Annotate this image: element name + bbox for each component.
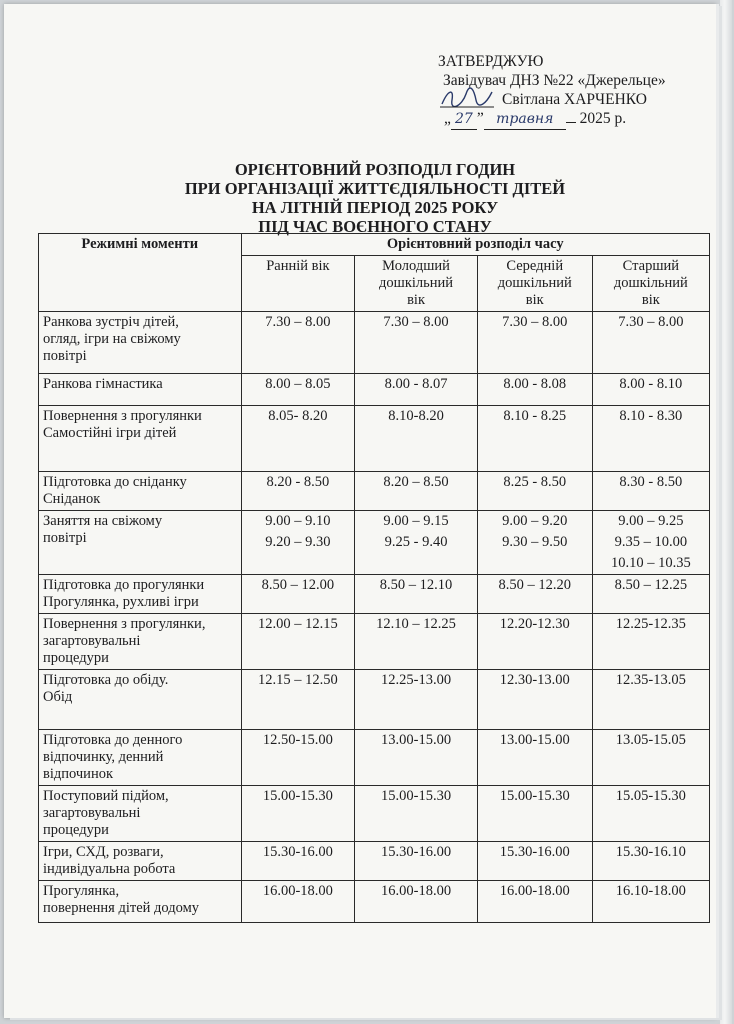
- time-cell: [592, 786, 709, 842]
- age-group-label: вік: [407, 292, 425, 308]
- regime-moment-text: Прогулянка,: [43, 883, 120, 899]
- regime-moment-text: Підготовка до денного: [43, 732, 183, 748]
- time-range: 8.30 - 8.50: [619, 474, 683, 490]
- regime-moment-text: Обід: [43, 689, 73, 705]
- regime-moment-text: Прогулянка, рухливі ігри: [43, 594, 199, 610]
- time-range: 13.00-15.00: [380, 732, 452, 748]
- regime-moment-cell: [39, 312, 242, 374]
- time-cell: [592, 670, 709, 730]
- time-range: 8.00 - 8.07: [384, 376, 448, 392]
- time-range: 8.50 – 12.00: [261, 577, 335, 593]
- time-cell: [355, 614, 478, 670]
- regime-moment-cell: [39, 670, 242, 730]
- approval-position: Завідувач ДНЗ №22 «Джерельце»: [443, 72, 666, 89]
- approval-heading: ЗАТВЕРДЖУЮ: [438, 53, 544, 70]
- time-range: 12.15 – 12.50: [257, 672, 338, 688]
- time-cell: [241, 730, 355, 786]
- table-row: [39, 374, 710, 406]
- regime-moment-text: Заняття на свіжому: [43, 513, 163, 529]
- time-cell: [477, 842, 592, 881]
- time-range: 8.20 - 8.50: [266, 474, 330, 490]
- time-cell: [355, 842, 478, 881]
- time-cell: [241, 511, 355, 575]
- time-range: 9.25 - 9.40: [384, 534, 448, 550]
- regime-moment-text: Підготовка до сніданку: [43, 474, 187, 490]
- time-range: 16.10-18.00: [615, 883, 686, 899]
- time-cell: [241, 786, 355, 842]
- time-cell: [592, 312, 709, 374]
- age-group-label: Старший: [622, 258, 680, 274]
- time-cell: [477, 786, 592, 842]
- time-cell: [355, 406, 478, 472]
- regime-moment-text: Ігри, СХД, розваги,: [43, 844, 164, 860]
- time-range: 7.30 – 8.00: [502, 314, 568, 330]
- time-range: 8.05- 8.20: [268, 408, 328, 424]
- time-cell: [592, 374, 709, 406]
- age-group-label: дошкільний: [613, 275, 688, 291]
- time-cell: [477, 374, 592, 406]
- table-row: [39, 575, 710, 614]
- regime-moment-cell: [39, 842, 242, 881]
- time-cell: [241, 472, 355, 511]
- time-range: 15.30-16.00: [499, 844, 570, 860]
- time-cell: [241, 614, 355, 670]
- time-cell: [355, 511, 478, 575]
- time-range: 12.25-12.35: [615, 616, 686, 632]
- table-row: [39, 511, 710, 575]
- time-range: 7.30 – 8.00: [618, 314, 684, 330]
- time-cell: [355, 312, 478, 374]
- time-range: 13.05-15.05: [615, 732, 686, 748]
- regime-moment-text: загартовувальні: [43, 805, 141, 821]
- time-range: 12.35-13.05: [615, 672, 686, 688]
- approval-block: [438, 52, 708, 130]
- regime-moment-cell: [39, 472, 242, 511]
- date-year: 2025 р.: [579, 110, 627, 127]
- time-range: 15.30-16.10: [615, 844, 686, 860]
- title-line-1: ОРІЄНТОВНИЙ РОЗПОДІЛ ГОДИН: [234, 160, 516, 179]
- regime-moment-cell: [39, 575, 242, 614]
- age-group-label: Ранній вік: [266, 258, 330, 274]
- time-cell: [592, 575, 709, 614]
- time-range: 8.50 – 12.25: [614, 577, 688, 593]
- age-group-label: вік: [525, 292, 544, 308]
- time-range: 12.50-15.00: [262, 732, 333, 748]
- regime-moment-cell: [39, 406, 242, 472]
- regime-moment-text: Підготовка до прогулянки: [43, 577, 205, 593]
- time-cell: [355, 786, 478, 842]
- time-cell: [477, 614, 592, 670]
- time-range: 8.10-8.20: [388, 408, 444, 424]
- regime-moment-cell: [39, 614, 242, 670]
- table-row: [39, 614, 710, 670]
- table-row: [39, 842, 710, 881]
- time-range: 15.30-16.00: [380, 844, 452, 860]
- regime-moment-text: повернення дітей додому: [43, 900, 200, 916]
- table-row: [39, 312, 710, 374]
- regime-moment-text: Самостійні ігри дітей: [43, 425, 177, 441]
- time-cell: [477, 472, 592, 511]
- table-row: [39, 786, 710, 842]
- time-range: 9.30 – 9.50: [502, 534, 568, 550]
- table-row: [39, 730, 710, 786]
- time-range: 8.00 – 8.05: [265, 376, 331, 392]
- time-cell: [592, 881, 709, 923]
- regime-moment-text: повітрі: [43, 530, 87, 546]
- title-line-4: ПІД ЧАС ВОЄННОГО СТАНУ: [258, 217, 492, 236]
- time-range: 12.00 – 12.15: [257, 616, 338, 632]
- approval-signature-line: [438, 90, 708, 109]
- time-range: 9.00 – 9.20: [502, 513, 568, 529]
- regime-moment-cell: [39, 730, 242, 786]
- age-group-label: дошкільний: [497, 275, 572, 291]
- time-cell: [241, 881, 355, 923]
- time-range: 16.00-18.00: [380, 883, 452, 899]
- time-cell: [241, 374, 355, 406]
- age-group-label: дошкільний: [379, 275, 454, 291]
- time-cell: [477, 511, 592, 575]
- time-range: 12.10 – 12.25: [376, 616, 456, 632]
- time-cell: [592, 614, 709, 670]
- document-title: [40, 160, 710, 236]
- age-group-label: вік: [641, 292, 660, 308]
- regime-moment-text: Підготовка до обіду.: [43, 672, 169, 688]
- time-cell: [355, 575, 478, 614]
- header-row: [39, 234, 710, 256]
- time-range: 8.25 - 8.50: [503, 474, 567, 490]
- regime-moment-text: огляд, ігри на свіжому: [43, 331, 181, 347]
- time-cell: [355, 472, 478, 511]
- time-cell: [592, 842, 709, 881]
- time-range: 15.05-15.30: [615, 788, 686, 804]
- time-cell: [355, 670, 478, 730]
- header-time-distribution: Орієнтовний розподіл часу: [241, 234, 710, 256]
- time-cell: [477, 575, 592, 614]
- time-cell: [241, 842, 355, 881]
- time-range: 12.20-12.30: [499, 616, 570, 632]
- time-cell: [241, 312, 355, 374]
- time-range: 15.30-16.00: [262, 844, 333, 860]
- time-cell: [241, 406, 355, 472]
- time-cell: [477, 730, 592, 786]
- table-row: [39, 472, 710, 511]
- time-range: 9.00 – 9.10: [265, 513, 331, 529]
- approver-name: Світлана ХАРЧЕНКО: [502, 91, 647, 108]
- regime-moment-cell: [39, 511, 242, 575]
- time-cell: [355, 730, 478, 786]
- time-cell: [592, 511, 709, 575]
- time-range: 9.35 – 10.00: [614, 534, 688, 550]
- time-range: 13.00-15.00: [499, 732, 570, 748]
- regime-moment-text: процедури: [43, 650, 109, 666]
- time-cell: [477, 670, 592, 730]
- table-row: [39, 670, 710, 730]
- approval-date: „ 27 ” травня 2025 р.: [438, 109, 708, 130]
- paper-stack-edge: [720, 0, 732, 1024]
- regime-moment-text: загартовувальні: [43, 633, 141, 649]
- table-row: [39, 881, 710, 923]
- handwritten-signature: [440, 86, 494, 110]
- time-range: 12.30-13.00: [499, 672, 570, 688]
- time-range: 7.30 – 8.00: [265, 314, 331, 330]
- time-range: 8.10 - 8.30: [619, 408, 683, 424]
- time-cell: [241, 575, 355, 614]
- age-group-label: Молодший: [382, 258, 450, 274]
- time-range: 9.20 – 9.30: [265, 534, 331, 550]
- time-cell: [355, 881, 478, 923]
- date-month: травня: [484, 110, 566, 130]
- schedule-table: [38, 233, 710, 923]
- table-row: [39, 406, 710, 472]
- title-line-2: ПРИ ОРГАНІЗАЦІЇ ЖИТТЄДІЯЛЬНОСТІ ДІТЕЙ: [184, 179, 566, 198]
- time-range: 16.00-18.00: [262, 883, 333, 899]
- time-cell: [477, 406, 592, 472]
- time-cell: [592, 472, 709, 511]
- time-range: 8.00 - 8.08: [503, 376, 567, 392]
- time-range: 8.20 – 8.50: [383, 474, 449, 490]
- regime-moment-cell: [39, 881, 242, 923]
- regime-moment-cell: [39, 374, 242, 406]
- age-group-header: [477, 256, 592, 312]
- time-range: 8.10 - 8.25: [503, 408, 567, 424]
- time-range: 15.00-15.30: [499, 788, 570, 804]
- time-range: 12.25-13.00: [380, 672, 452, 688]
- header-moments: Режимні моменти: [39, 234, 242, 312]
- time-range: 10.10 – 10.35: [610, 555, 691, 571]
- time-range: 15.00-15.30: [380, 788, 452, 804]
- time-cell: [355, 374, 478, 406]
- regime-moment-text: індивідуальна робота: [43, 861, 176, 877]
- time-range: 8.00 - 8.10: [619, 376, 683, 392]
- regime-moment-cell: [39, 786, 242, 842]
- time-range: 7.30 – 8.00: [383, 314, 449, 330]
- time-range: 16.00-18.00: [499, 883, 570, 899]
- age-group-label: Середній: [506, 258, 564, 274]
- regime-moment-text: Ранкова гімнастика: [43, 376, 163, 392]
- time-range: 9.00 – 9.25: [618, 513, 684, 529]
- date-day: 27: [451, 110, 477, 130]
- regime-moment-text: повітрі: [43, 348, 87, 364]
- regime-moment-text: Сніданок: [43, 491, 101, 507]
- regime-moment-text: Ранкова зустріч дітей,: [43, 314, 179, 330]
- time-cell: [592, 730, 709, 786]
- time-cell: [477, 312, 592, 374]
- regime-moment-text: процедури: [43, 822, 109, 838]
- time-range: 9.00 – 9.15: [383, 513, 449, 529]
- age-group-header: [241, 256, 355, 312]
- regime-moment-text: Повернення з прогулянки: [43, 408, 202, 424]
- regime-moment-text: Поступовий підйом,: [43, 788, 169, 804]
- time-range: 8.50 – 12.10: [379, 577, 453, 593]
- time-cell: [592, 406, 709, 472]
- time-cell: [241, 670, 355, 730]
- regime-moment-text: Повернення з прогулянки,: [43, 616, 206, 632]
- regime-moment-text: відпочинку, денний: [43, 749, 164, 765]
- age-group-header: [355, 256, 478, 312]
- regime-moment-text: відпочинок: [43, 766, 113, 782]
- age-group-header: [592, 256, 709, 312]
- time-range: 8.50 – 12.20: [498, 577, 571, 593]
- time-cell: [477, 881, 592, 923]
- time-range: 15.00-15.30: [262, 788, 333, 804]
- title-line-3: НА ЛІТНІЙ ПЕРІОД 2025 РОКУ: [251, 198, 499, 217]
